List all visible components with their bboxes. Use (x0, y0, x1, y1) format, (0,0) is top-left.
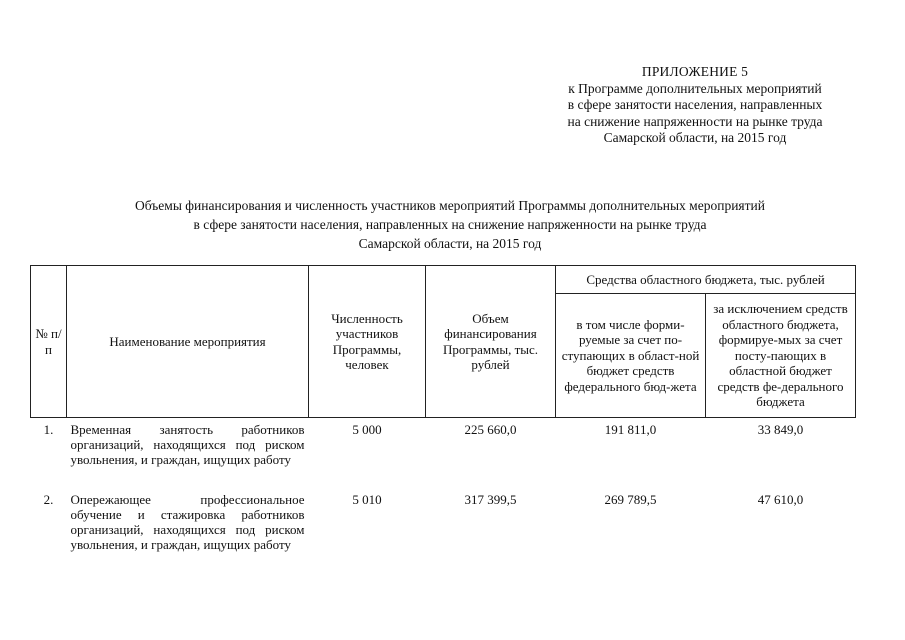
header-participants: Численность участников Программы, человек (309, 266, 426, 418)
row-federal-part: 269 789,5 (604, 492, 657, 507)
title-line: Самарской области, на 2015 год (358, 236, 542, 251)
row-excluding-federal: 33 849,0 (757, 422, 804, 437)
row-num: 1. (43, 422, 54, 437)
row-volume: 317 399,5 (464, 492, 517, 507)
appendix-line: к Программе дополнительных мероприятий (568, 80, 822, 96)
header-num: № п/п (31, 266, 67, 418)
title-line: Объемы финансирования и численность участников мероприятий Программы дополнительных мероприятий (135, 198, 765, 213)
title-line: в сфере занятости населения, направленных на снижение напряженности на рынке труда (193, 217, 707, 232)
row-name: Опережающее профессиональное обучение и стажировка работников организаций, находящихся под риском увольнения, и граждан, ищущих работу (70, 492, 305, 552)
header-volume: Объем финансирования Программы, тыс. рублей (426, 266, 556, 418)
header-excluding-federal: за исключением средств областного бюджета, формируе-мых за счет посту-пающих в областной бюджет средств фе-дерального бюджета (706, 294, 856, 418)
row-name: Временная занятость работников организаций, находящихся под риском увольнения, и граждан, ищущих работу (70, 422, 305, 467)
funding-table (30, 265, 856, 552)
appendix-line: на снижение напряженности на рынке труда (567, 113, 823, 129)
table-row (31, 488, 856, 552)
appendix-block (540, 64, 850, 147)
row-volume: 225 660,0 (464, 422, 517, 437)
row-num: 2. (43, 492, 54, 507)
row-excluding-federal: 47 610,0 (757, 492, 804, 507)
appendix-line: Самарской области, на 2015 год (603, 130, 787, 145)
table-row (31, 418, 856, 489)
header-federal-part: в том числе форми-руемые за счет по-ступающих в област-ной бюджет средств федерального бюд-жета (556, 294, 706, 418)
row-federal-part: 191 811,0 (604, 422, 657, 437)
document-title (40, 196, 860, 253)
appendix-line: в сфере занятости населения, направленных (567, 97, 823, 112)
appendix-heading: ПРИЛОЖЕНИЕ 5 (641, 64, 749, 79)
header-regional-budget: Средства областного бюджета, тыс. рублей (556, 266, 856, 294)
header-name: Наименование мероприятия (67, 266, 309, 418)
row-participants: 5 010 (352, 492, 382, 507)
row-participants: 5 000 (352, 422, 382, 437)
